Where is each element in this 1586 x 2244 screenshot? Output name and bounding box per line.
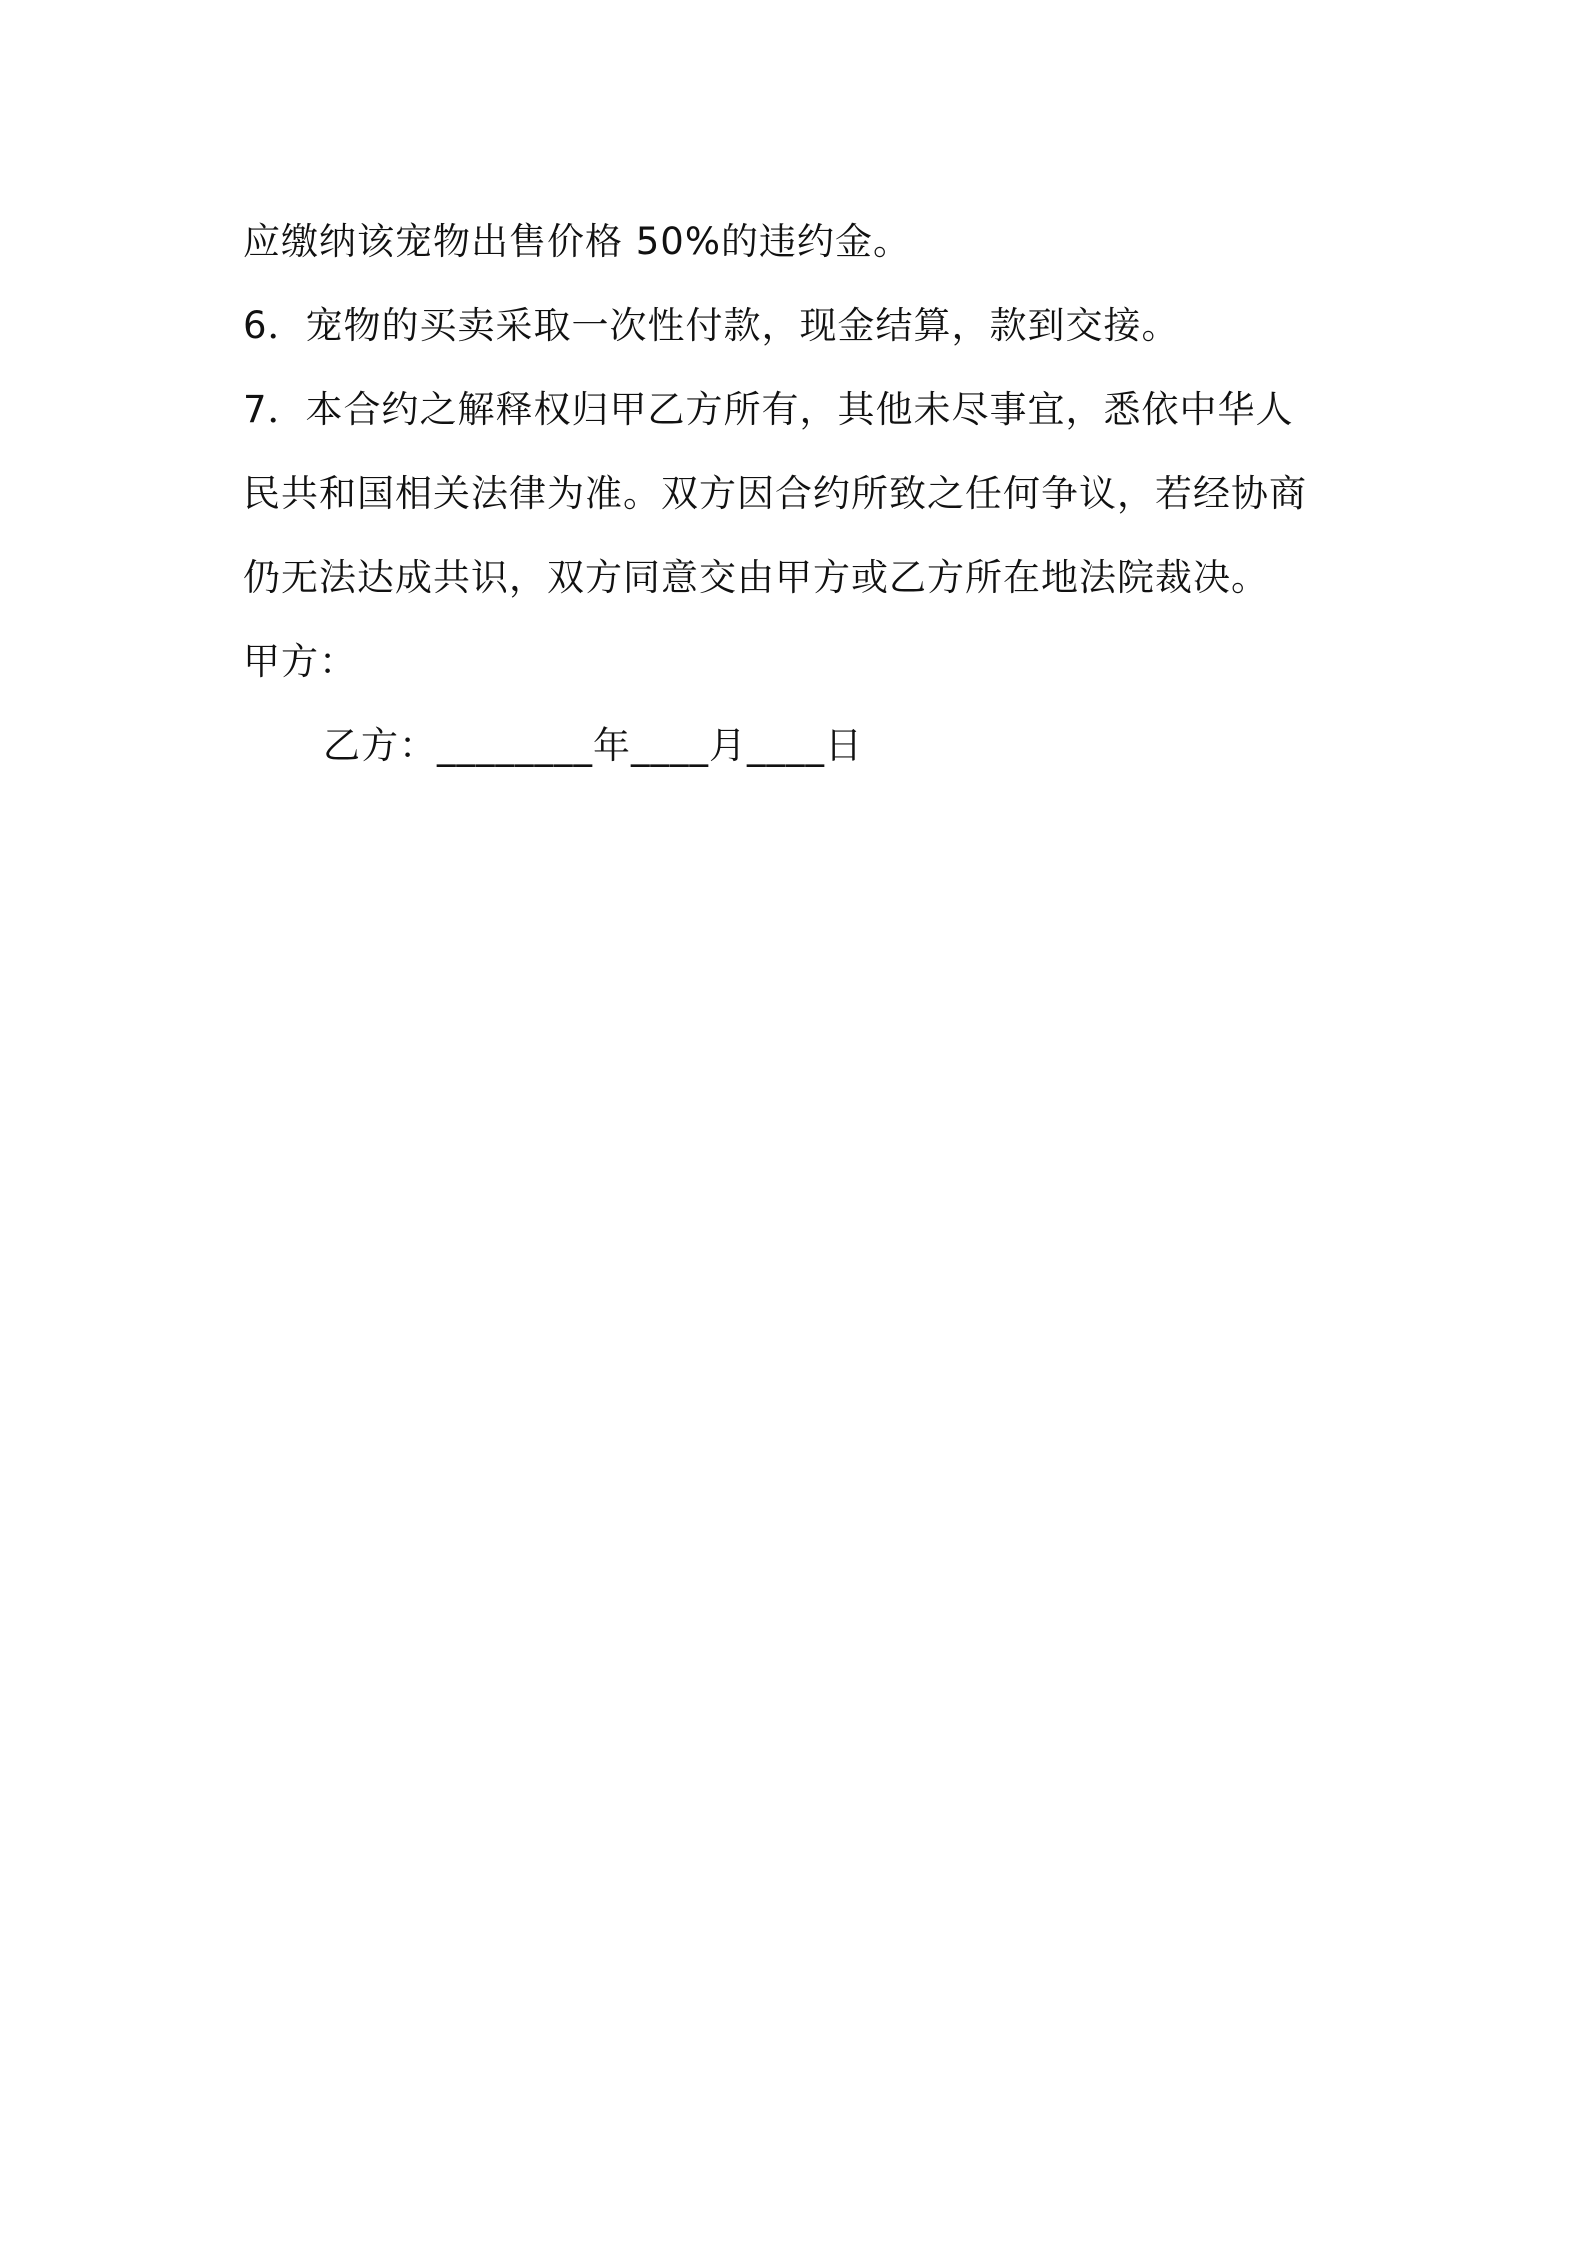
party-a-signature-label: 甲方： (243, 640, 357, 683)
document-body (243, 200, 1363, 788)
party-b-signature-date-line: 乙方：________年____月____日 (323, 724, 863, 767)
clause-6: 6．宠物的买卖采取一次性付款，现金结算，款到交接。 (243, 304, 1180, 347)
clause-7-line-2: 民共和国相关法律为准。双方因合约所致之任何争议，若经协商 (243, 472, 1307, 515)
clause-5-continuation: 应缴纳该宠物出售价格 50%的违约金。 (243, 220, 911, 263)
clause-7-line-1: 7．本合约之解释权归甲乙方所有，其他未尽事宜，悉依中华人 (243, 388, 1294, 431)
clause-7-line-3: 仍无法达成共识，双方同意交由甲方或乙方所在地法院裁决。 (243, 556, 1269, 599)
